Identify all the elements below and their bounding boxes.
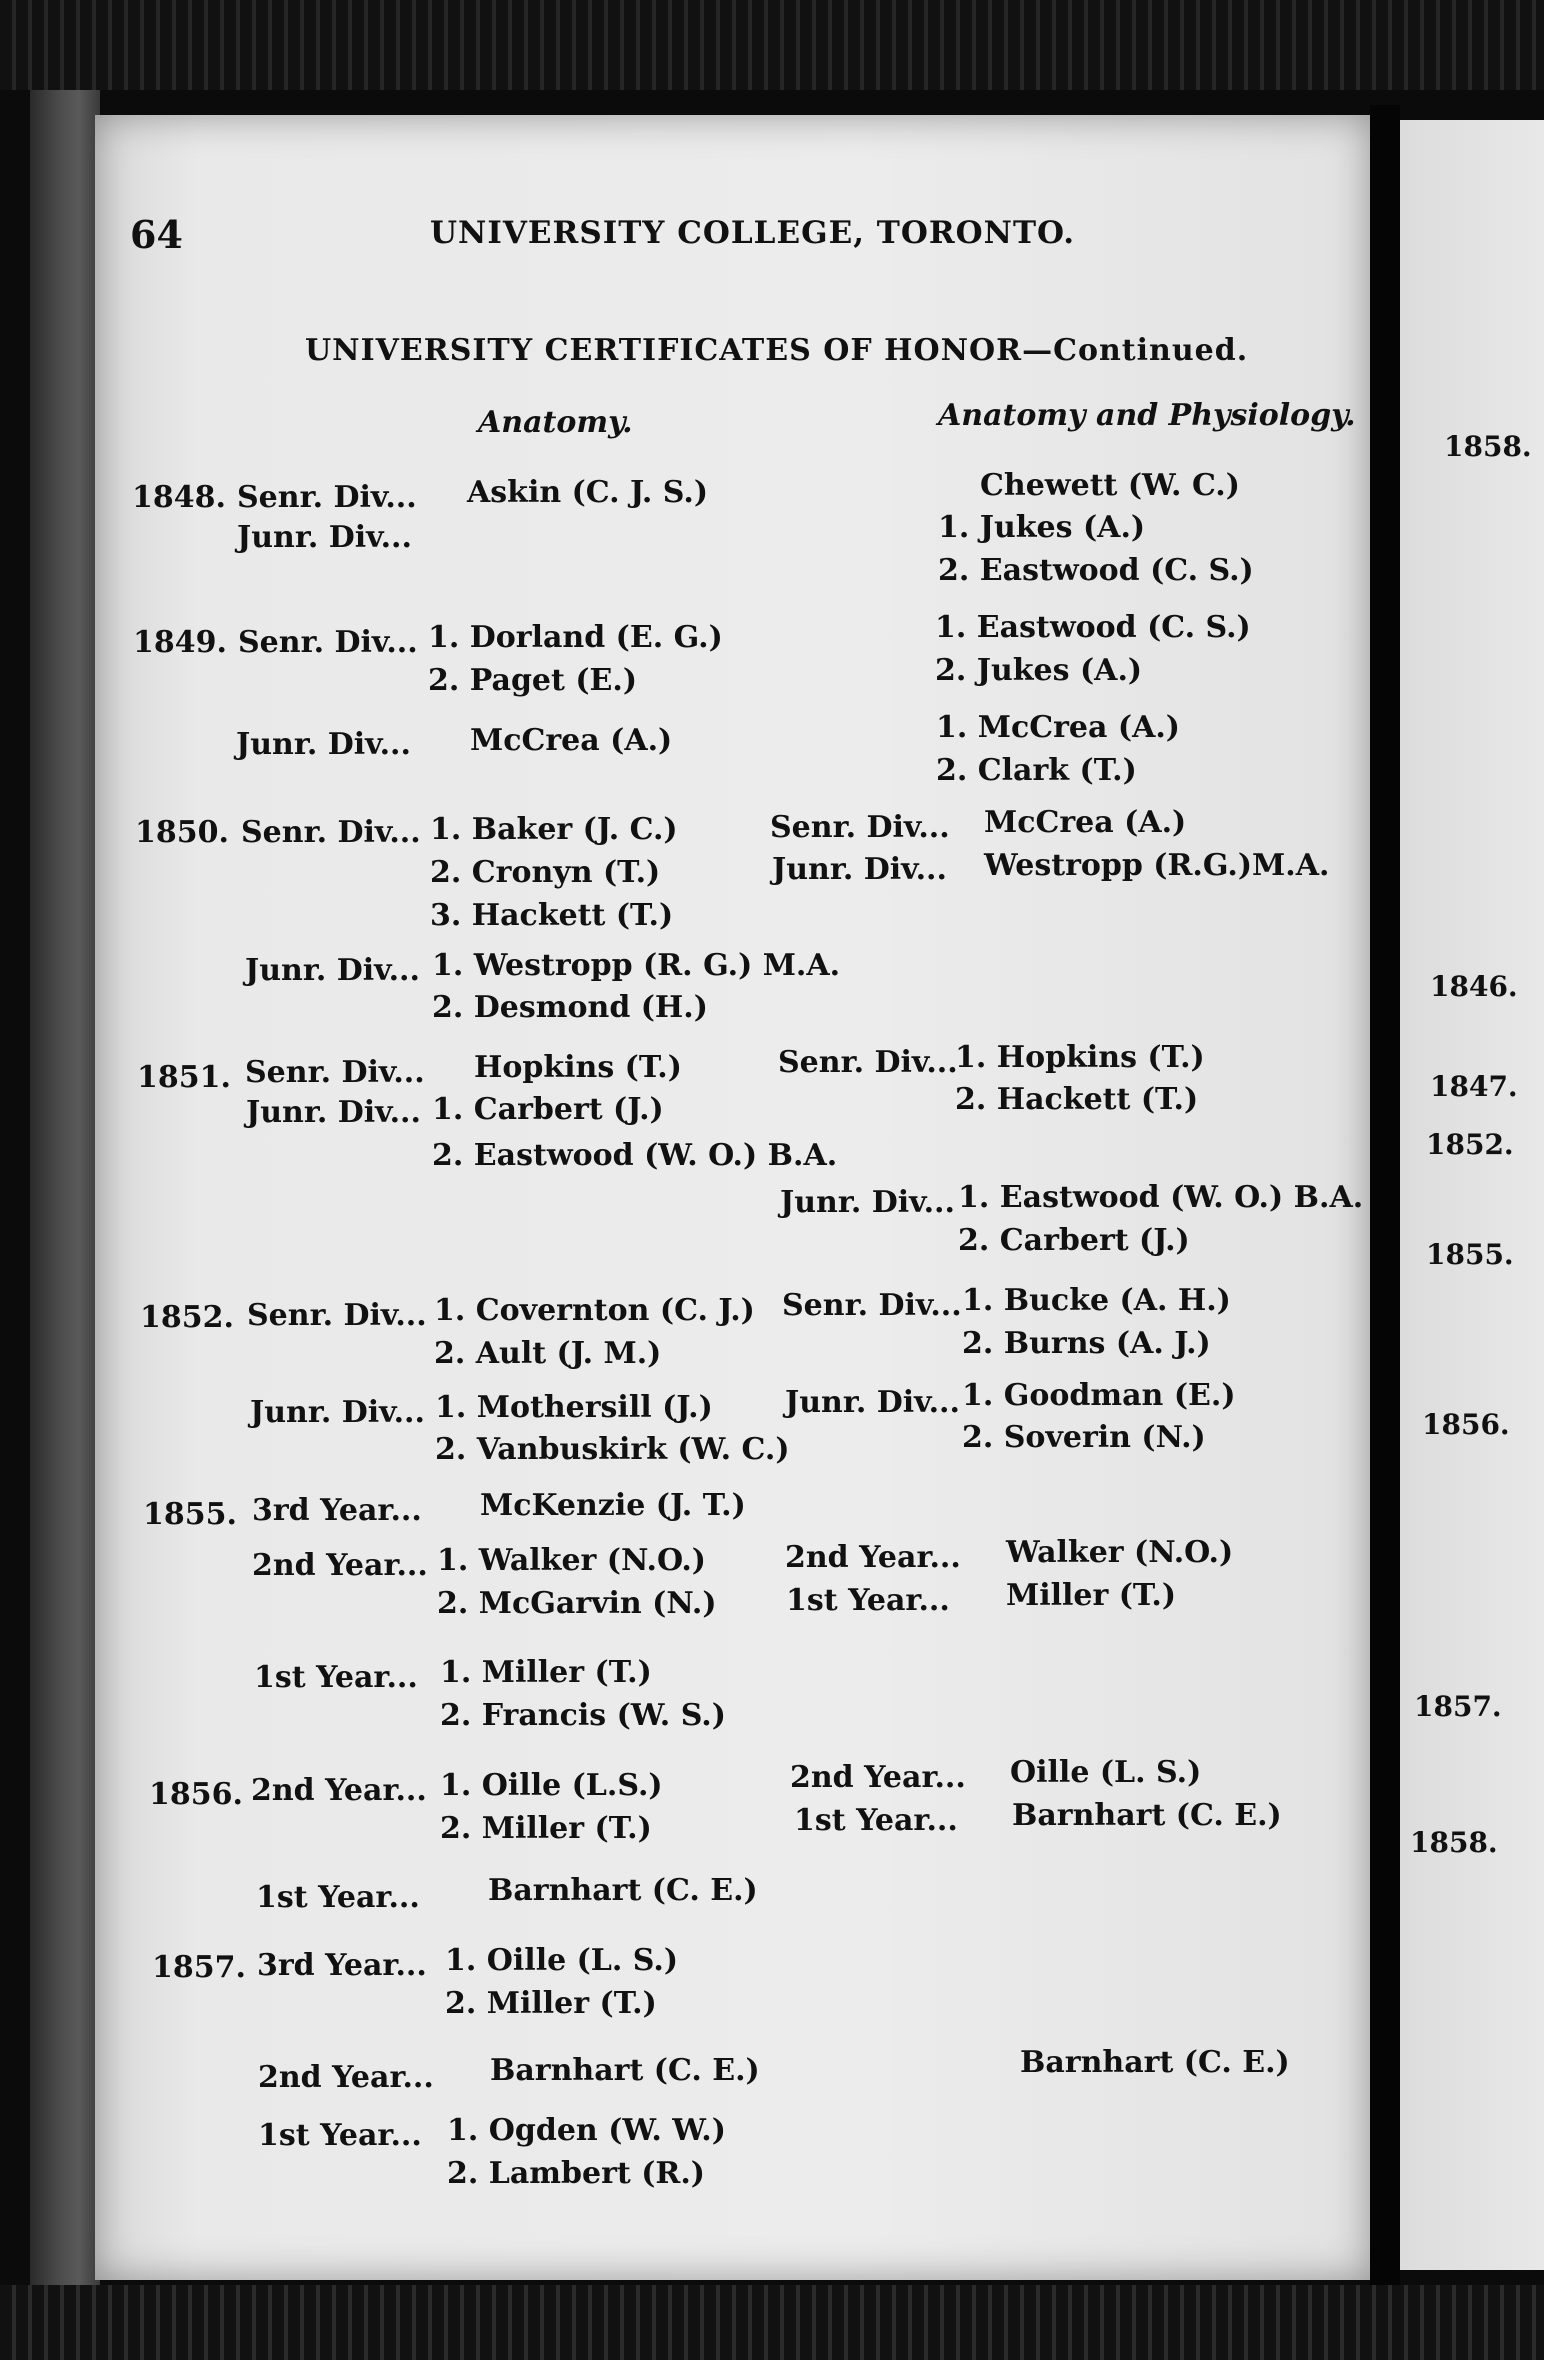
year-label: 1850.: [135, 815, 229, 850]
division-label: Senr. Div...: [247, 1298, 427, 1333]
honor-name: 1. Dorland (E. G.): [428, 620, 723, 655]
honor-name: Barnhart (C. E.): [1020, 2045, 1290, 2080]
honor-name: 2. Jukes (A.): [935, 653, 1143, 688]
honor-name: 1. Jukes (A.): [938, 510, 1146, 545]
honor-name: 2. Lambert (R.): [447, 2156, 705, 2191]
division-label: Junr. Div...: [245, 953, 420, 988]
division-label: Junr. Div...: [250, 1395, 425, 1430]
honor-name: McCrea (A.): [470, 723, 673, 758]
facing-year: 1858.: [1410, 1826, 1498, 1859]
honor-name: 3. Hackett (T.): [430, 898, 674, 933]
year-label: 1852.: [140, 1300, 234, 1335]
facing-year: 1856.: [1422, 1408, 1510, 1441]
division-label: Senr. Div...: [245, 1055, 425, 1090]
honor-name: Chewett (W. C.): [980, 468, 1240, 503]
honor-name: 2. Burns (A. J.): [962, 1326, 1211, 1361]
honor-name: 2. Soverin (N.): [962, 1420, 1206, 1455]
division-label: 1st Year...: [254, 1660, 418, 1695]
division-label: 2nd Year...: [790, 1760, 966, 1795]
year-label: 1849.: [133, 625, 227, 660]
division-label: 3rd Year...: [257, 1948, 427, 1983]
honor-name: Barnhart (C. E.): [1012, 1798, 1282, 1833]
year-label: 1851.: [137, 1060, 231, 1095]
honor-name: 1. Carbert (J.): [432, 1092, 664, 1127]
year-label: 1848.: [132, 480, 226, 515]
division-label: Senr. Div...: [237, 480, 417, 515]
honor-name: Barnhart (C. E.): [490, 2053, 760, 2088]
division-label: Junr. Div...: [772, 852, 947, 887]
honor-name: Miller (T.): [1006, 1578, 1177, 1613]
honor-name: 1. Eastwood (W. O.) B.A.: [958, 1180, 1364, 1215]
honor-name: Barnhart (C. E.): [488, 1873, 758, 1908]
honor-name: 1. Baker (J. C.): [430, 812, 678, 847]
honor-name: 1. Bucke (A. H.): [962, 1283, 1231, 1318]
division-label: Junr. Div...: [236, 727, 411, 762]
honor-name: 2. Francis (W. S.): [440, 1698, 726, 1733]
facing-year: 1846.: [1430, 970, 1518, 1003]
honor-name: 2. Desmond (H.): [432, 990, 708, 1025]
honor-name: 2. Miller (T.): [440, 1811, 652, 1846]
honor-name: 2. McGarvin (N.): [437, 1586, 717, 1621]
division-label: 1st Year...: [794, 1803, 958, 1838]
honor-name: 2. Carbert (J.): [958, 1223, 1190, 1258]
division-label: 2nd Year...: [785, 1540, 961, 1575]
honor-name: 2. Hackett (T.): [955, 1082, 1199, 1117]
division-label: 2nd Year...: [258, 2060, 434, 2095]
honor-name: 1. Oille (L.S.): [440, 1768, 663, 1803]
running-title: UNIVERSITY COLLEGE, TORONTO.: [430, 215, 1076, 251]
column-heading-anatomy-physiology: Anatomy and Physiology.: [938, 398, 1356, 433]
year-label: 1856.: [149, 1777, 243, 1812]
facing-year: 1857.: [1414, 1690, 1502, 1723]
honor-name: 1. Oille (L. S.): [445, 1943, 679, 1978]
scan-bottom-border: [0, 2285, 1544, 2360]
honor-name: 2. Cronyn (T.): [430, 855, 661, 890]
honor-name: 1. Mothersill (J.): [435, 1390, 713, 1425]
division-label: Senr. Div...: [778, 1045, 958, 1080]
section-title: UNIVERSITY CERTIFICATES OF HONOR—Continued.: [305, 333, 1249, 368]
facing-year: 1852.: [1426, 1128, 1514, 1161]
honor-name: Askin (C. J. S.): [467, 475, 709, 510]
honor-name: Westropp (R.G.)M.A.: [984, 848, 1330, 883]
scan-top-border: [0, 0, 1544, 90]
honor-name: 1. McCrea (A.): [936, 710, 1180, 745]
book-gutter: [1370, 105, 1400, 2285]
honor-name: 1. Hopkins (T.): [955, 1040, 1205, 1075]
year-label: 1857.: [152, 1950, 246, 1985]
facing-year: 1855.: [1426, 1238, 1514, 1271]
column-heading-anatomy: Anatomy.: [478, 405, 633, 440]
division-label: 3rd Year...: [252, 1493, 422, 1528]
page-number: 64: [130, 212, 183, 257]
honor-name: 1. Miller (T.): [440, 1655, 652, 1690]
year-label: 1855.: [143, 1497, 237, 1532]
division-label: Junr. Div...: [246, 1095, 421, 1130]
honor-name: Walker (N.O.): [1006, 1535, 1234, 1570]
honor-name: 2. Miller (T.): [445, 1986, 657, 2021]
facing-year: 1858.: [1444, 430, 1532, 463]
honor-name: 1. Goodman (E.): [962, 1378, 1236, 1413]
honor-name: 2. Eastwood (W. O.) B.A.: [432, 1138, 838, 1173]
facing-year: 1847.: [1430, 1070, 1518, 1103]
honor-name: 2. Paget (E.): [428, 663, 638, 698]
division-label: Junr. Div...: [785, 1385, 960, 1420]
honor-name: 2. Eastwood (C. S.): [938, 553, 1254, 588]
honor-name: McCrea (A.): [984, 805, 1187, 840]
page-edge: [30, 90, 100, 2290]
honor-name: 1. Covernton (C. J.): [434, 1293, 755, 1328]
division-label: 2nd Year...: [251, 1773, 427, 1808]
honor-name: 1. Eastwood (C. S.): [935, 610, 1251, 645]
honor-name: 1. Walker (N.O.): [437, 1543, 706, 1578]
division-label: 2nd Year...: [252, 1548, 428, 1583]
division-label: Junr. Div...: [780, 1185, 955, 1220]
division-label: 1st Year...: [258, 2118, 422, 2153]
honor-name: Hopkins (T.): [474, 1050, 682, 1085]
honor-name: 2. Clark (T.): [936, 753, 1137, 788]
honor-name: 2. Vanbuskirk (W. C.): [435, 1432, 790, 1467]
honor-name: McKenzie (J. T.): [480, 1488, 746, 1523]
division-label: Senr. Div...: [238, 625, 418, 660]
division-label: Senr. Div...: [770, 810, 950, 845]
division-label: 1st Year...: [256, 1880, 420, 1915]
division-label: Senr. Div...: [241, 815, 421, 850]
division-label: 1st Year...: [786, 1583, 950, 1618]
honor-name: 1. Westropp (R. G.) M.A.: [432, 948, 841, 983]
honor-name: 1. Ogden (W. W.): [447, 2113, 726, 2148]
division-label: Senr. Div...: [782, 1288, 962, 1323]
honor-name: Oille (L. S.): [1010, 1755, 1202, 1790]
facing-page-fragment: [1400, 120, 1544, 2270]
honor-name: 2. Ault (J. M.): [434, 1336, 662, 1371]
division-label: Junr. Div...: [237, 520, 412, 555]
